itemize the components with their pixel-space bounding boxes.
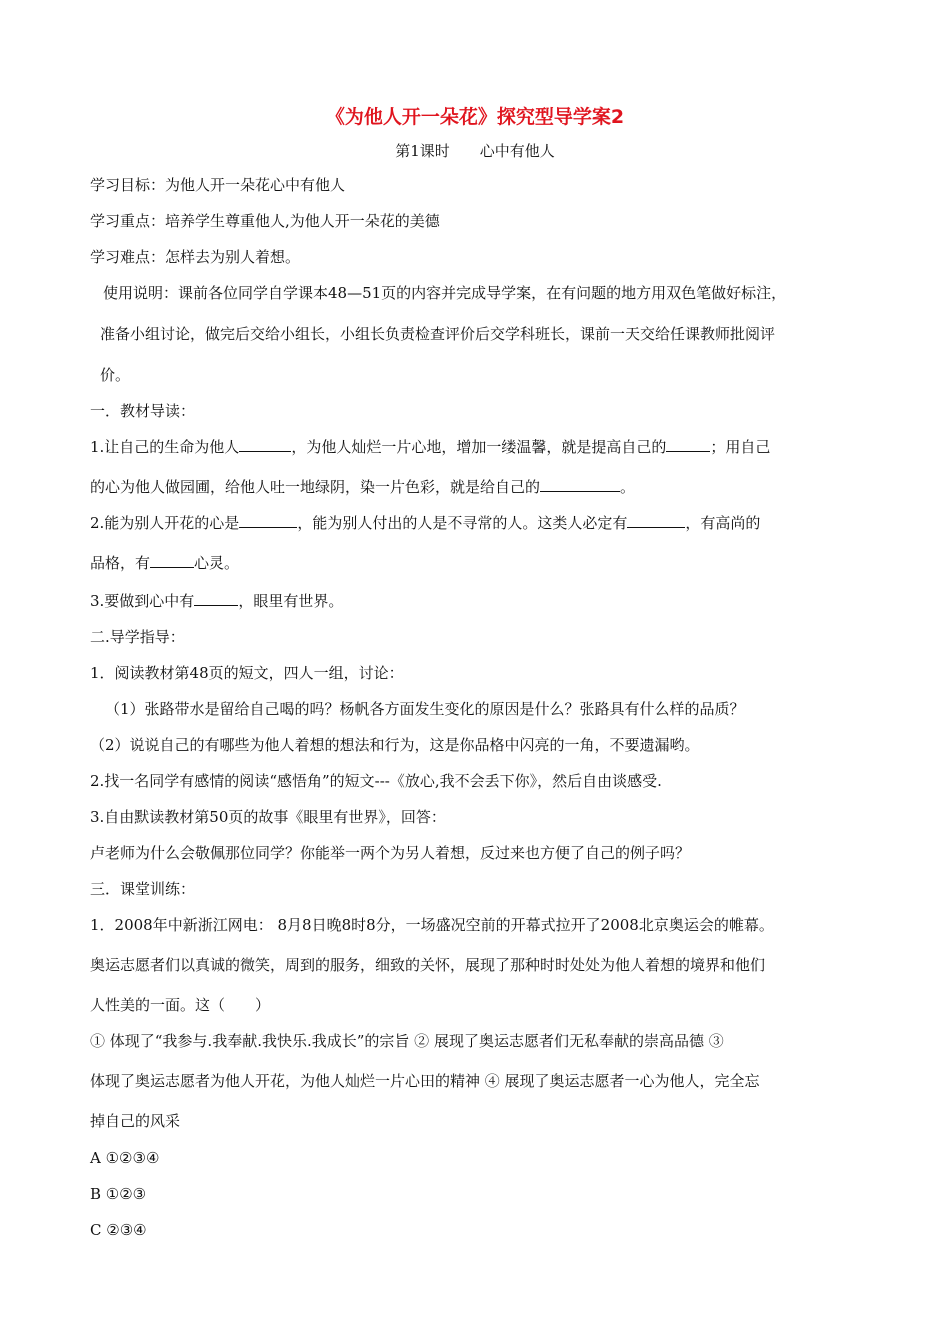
- section-1-question-2-line-1: 2.能为别人开花的心是 ，能为别人付出的人是不寻常的人。这类人必定有 ，有高尚的: [90, 514, 761, 532]
- section-1-question-1-line-1: 1.让自己的生命为他人 ，为他人灿烂一片心地，增加一缕温馨，就是提高自己的 ；用自己: [90, 438, 771, 456]
- learning-difficulty: 学习难点：怎样去为别人着想。: [90, 248, 301, 266]
- section-3-heading: 三．课堂训练：: [90, 880, 196, 898]
- exercise-1-line-1: 1．2008年中新浙江网电： 8月8日晚8时8分，一场盛况空前的开幕式拉开了2008北京奥运会的帷幕。: [90, 916, 774, 934]
- fill-blank: [150, 553, 194, 568]
- section-2-heading: 二.导学指导：: [90, 628, 185, 646]
- guide-item-3-question: 卢老师为什么会敬佩那位同学？你能举一两个为另人着想，反过来也方便了自己的例子吗？: [90, 844, 691, 862]
- lesson-number: 第1课时: [395, 142, 450, 160]
- answer-choice-a: A ①②③④: [90, 1149, 160, 1167]
- exercise-1-options-line-1: ① 体现了“我参与.我奉献.我快乐.我成长”的宗旨 ② 展现了奥运志愿者们无私奉献的崇高品德 ③: [90, 1032, 724, 1050]
- guide-item-1-b: （2）说说自己的有哪些为他人着想的想法和行为，这是你品格中闪亮的一角，不要遗漏哟。: [90, 736, 700, 754]
- exercise-1-line-2: 奥运志愿者们以真诚的微笑，周到的服务，细致的关怀，展现了那种时时处处为他人着想的境界和他们: [90, 956, 766, 974]
- document-title: 《为他人开一朵花》探究型导学案2: [325, 106, 625, 128]
- learning-focus: 学习重点：培养学生尊重他人,为他人开一朵花的美德: [90, 212, 440, 230]
- lesson-subtitle: [0, 140, 950, 161]
- answer-choice-b: B ①②③: [90, 1185, 147, 1203]
- fill-blank: [666, 437, 710, 452]
- guide-item-1-a: （1）张路带水是留给自己喝的吗？杨帆各方面发生变化的原因是什么？张路具有什么样的品质？: [105, 700, 745, 718]
- usage-line-2: 准备小组讨论，做完后交给小组长，小组长负责检查评价后交学科班长，课前一天交给任课教师批阅评: [100, 325, 776, 343]
- usage-line-3: 价。: [100, 366, 131, 384]
- answer-choice-c: C ②③④: [90, 1221, 147, 1239]
- section-1-question-3: 3.要做到心中有 ，眼里有世界。: [90, 592, 344, 610]
- usage-line-1: 使用说明：课前各位同学自学课本48—51页的内容并完成导学案，在有问题的地方用双色笔做好标注，: [103, 284, 787, 302]
- lesson-topic: 心中有他人: [479, 142, 555, 160]
- section-1-question-1-line-2: 的心为他人做园圃，给他人吐一地绿阴，染一片色彩，就是给自己的 。: [90, 478, 636, 496]
- section-1-heading: 一．教材导读：: [90, 402, 196, 420]
- guide-item-3: 3.自由默读教材第50页的故事《眼里有世界》，回答：: [90, 808, 446, 826]
- fill-blank: [627, 513, 685, 528]
- fill-blank: [194, 591, 238, 606]
- fill-blank: [239, 437, 291, 452]
- section-1-question-2-line-2: 品格，有 心灵。: [90, 554, 240, 572]
- exercise-1-options-line-2: 体现了奥运志愿者为他人开花，为他人灿烂一片心田的精神 ④ 展现了奥运志愿者一心为他人，完全忘: [90, 1072, 760, 1090]
- exercise-1-line-3: 人性美的一面。这（ ）: [90, 996, 271, 1014]
- guide-item-1: 1．阅读教材第48页的短文，四人一组，讨论：: [90, 664, 404, 682]
- learning-goal: 学习目标：为他人开一朵花心中有他人: [90, 176, 346, 194]
- guide-item-2: 2.找一名同学有感情的阅读“感悟角”的短文---《放心,我不会丢下你》，然后自由谈感受.: [90, 772, 662, 790]
- fill-blank: [540, 477, 620, 492]
- fill-blank: [239, 513, 297, 528]
- exercise-1-options-line-3: 掉自己的风采: [90, 1112, 181, 1130]
